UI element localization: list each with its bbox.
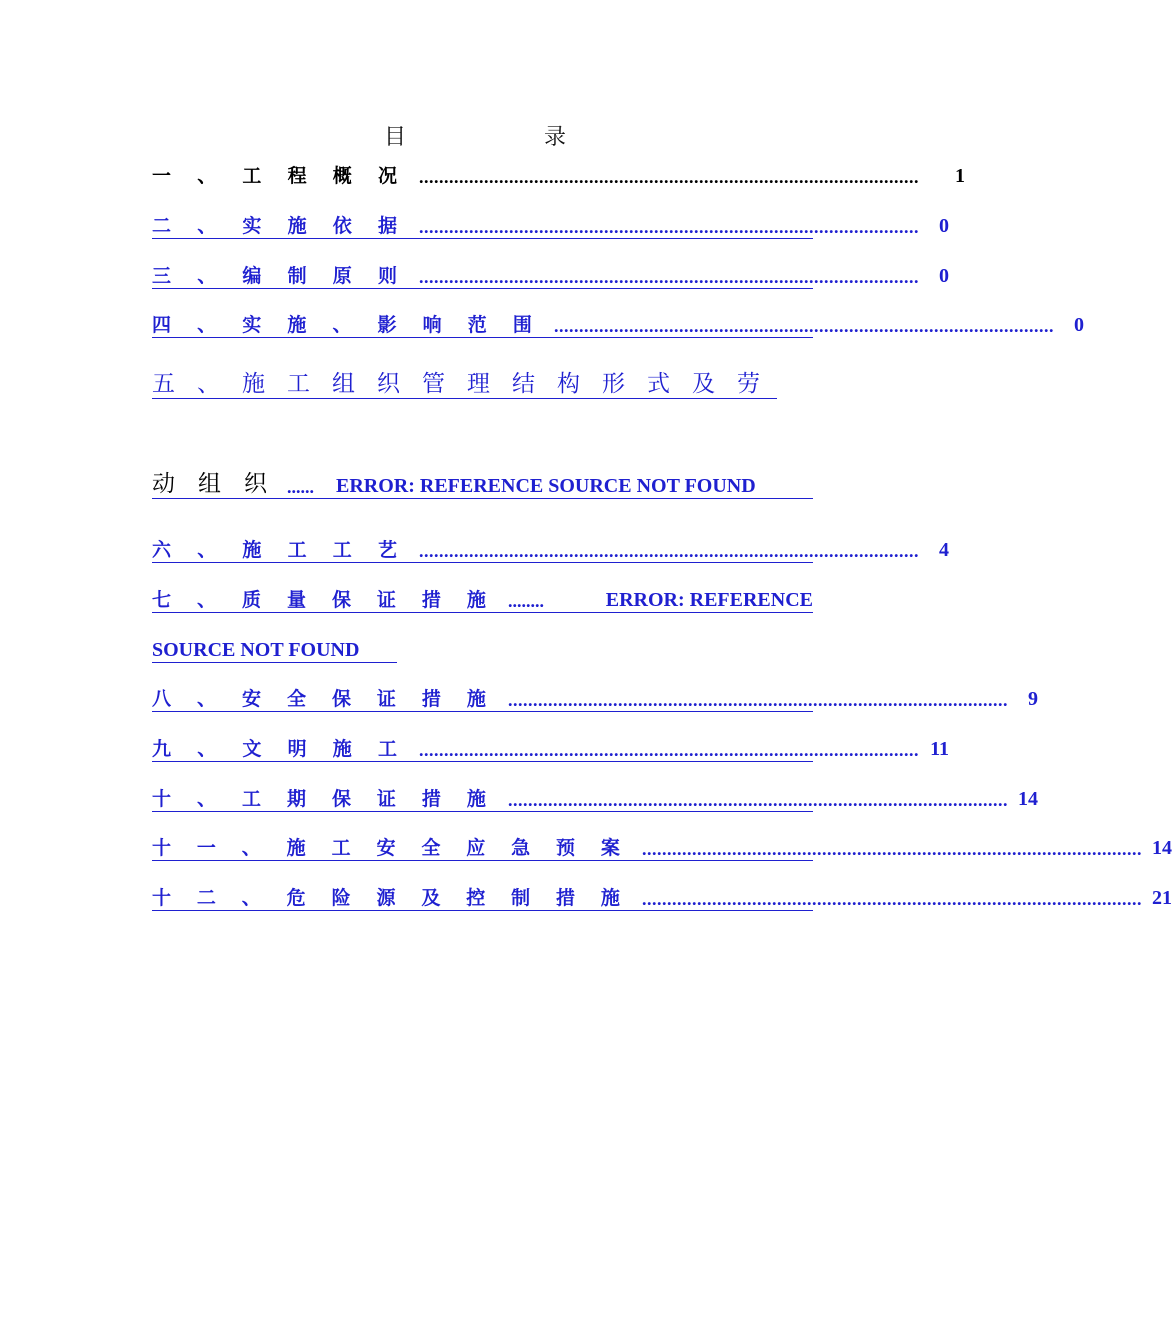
label-char: 施 xyxy=(287,215,307,237)
label-char: 、 xyxy=(241,837,261,859)
dot-leader: .................................................................................................... xyxy=(642,839,1142,859)
label-char: 措 xyxy=(421,688,441,710)
dot-leader: .................................................................................................... xyxy=(419,217,919,237)
label-char: 、 xyxy=(196,688,216,710)
label-char: 三 xyxy=(152,265,172,287)
dot-leader: ...... xyxy=(287,477,314,497)
label-char: 施 xyxy=(286,837,306,859)
label-char: 工 xyxy=(332,539,352,561)
dot-leader: .................................................................................................... xyxy=(508,690,1008,710)
toc-entry-12[interactable] xyxy=(152,878,1172,911)
label-char: 六 xyxy=(152,539,172,561)
dot-leader: .................................................................................................... xyxy=(419,740,919,760)
toc-entry-label xyxy=(152,365,760,398)
label-char: 、 xyxy=(197,371,220,397)
label-char: 一 xyxy=(152,165,172,187)
reference-error-continued: SOURCE NOT FOUND xyxy=(152,639,360,661)
label-char: 源 xyxy=(376,887,396,909)
label-char: 动 xyxy=(152,471,175,497)
label-char: 、 xyxy=(332,314,352,336)
label-char: 实 xyxy=(242,215,262,237)
toc-entry-7-continued[interactable] xyxy=(152,630,397,663)
label-char: 措 xyxy=(556,887,576,909)
toc-entry-4[interactable] xyxy=(152,305,1084,338)
label-char: 工 xyxy=(377,738,397,760)
dot-leader: .................................................................................................... xyxy=(642,889,1142,909)
label-char: 施 xyxy=(600,887,620,909)
label-char: 九 xyxy=(152,738,172,760)
label-char: 控 xyxy=(466,887,486,909)
toc-entry-7[interactable] xyxy=(152,580,813,613)
label-char: 工 xyxy=(287,371,310,397)
toc-entry-5[interactable] xyxy=(152,366,777,399)
label-char: 围 xyxy=(512,314,532,336)
label-char: 文 xyxy=(242,738,262,760)
label-char: 及 xyxy=(692,371,715,397)
label-char: 、 xyxy=(197,265,217,287)
label-char: 组 xyxy=(332,371,355,397)
label-char: 原 xyxy=(332,265,352,287)
label-char: 量 xyxy=(286,589,306,611)
label-char: 急 xyxy=(511,837,531,859)
page-number: 4 xyxy=(939,539,949,561)
label-char: 明 xyxy=(287,738,307,760)
toc-entry-label xyxy=(152,684,486,711)
label-char: 一 xyxy=(196,837,216,859)
label-char: 范 xyxy=(467,314,487,336)
label-char: 五 xyxy=(152,371,175,397)
label-char: 劳 xyxy=(737,371,760,397)
page-number: 0 xyxy=(1074,314,1084,336)
label-char: 制 xyxy=(511,887,531,909)
label-char: 艺 xyxy=(377,539,397,561)
toc-entry-label xyxy=(152,585,486,612)
reference-error: ERROR: REFERENCE xyxy=(605,589,813,611)
page-number: 21 xyxy=(1152,887,1172,909)
label-char: 依 xyxy=(332,215,352,237)
toc-entry-label xyxy=(152,261,397,288)
toc-entry-1[interactable] xyxy=(152,156,965,188)
label-char: 工 xyxy=(331,837,351,859)
page-number: 14 xyxy=(1152,837,1172,859)
label-char: 预 xyxy=(556,837,576,859)
dot-leader: .................................................................................................... xyxy=(419,541,919,561)
label-char: 十 xyxy=(152,887,172,909)
label-char: 安 xyxy=(241,688,261,710)
label-char: 、 xyxy=(196,788,216,810)
dot-leader: ........ xyxy=(508,591,544,611)
label-char: 工 xyxy=(241,788,261,810)
toc-entry-label-continued xyxy=(152,465,267,498)
dot-leader: .................................................................................................... xyxy=(508,790,1008,810)
label-char: 编 xyxy=(242,265,262,287)
label-char: 质 xyxy=(241,589,261,611)
toc-entry-label xyxy=(152,833,620,860)
label-char: 实 xyxy=(242,314,262,336)
toc-entry-label xyxy=(152,784,486,811)
label-char: 影 xyxy=(377,314,397,336)
page-number: 0 xyxy=(939,265,949,287)
label-char: 全 xyxy=(421,837,441,859)
label-char: 措 xyxy=(421,589,441,611)
label-char: 、 xyxy=(241,887,261,909)
label-char: 案 xyxy=(600,837,620,859)
toc-title: 目 录 xyxy=(383,125,624,150)
toc-entry-label xyxy=(152,161,397,188)
label-char: 、 xyxy=(197,215,217,237)
label-char: 八 xyxy=(152,688,172,710)
label-char: 二 xyxy=(196,887,216,909)
label-char: 措 xyxy=(421,788,441,810)
label-char: 证 xyxy=(376,788,396,810)
toc-entry-label xyxy=(152,535,397,562)
toc-entry-6[interactable] xyxy=(152,530,949,563)
label-char: 应 xyxy=(466,837,486,859)
label-char: 安 xyxy=(376,837,396,859)
dot-leader: .................................................................................................... xyxy=(554,316,1054,336)
label-char: 概 xyxy=(332,165,352,187)
toc-entry-label xyxy=(152,211,397,238)
label-char: 施 xyxy=(332,738,352,760)
page-number: 9 xyxy=(1028,688,1038,710)
page-number: 14 xyxy=(1018,788,1038,810)
label-char: 制 xyxy=(287,265,307,287)
label-char: 保 xyxy=(331,788,351,810)
label-char: 形 xyxy=(602,371,625,397)
label-char: 程 xyxy=(287,165,307,187)
label-char: 织 xyxy=(244,471,267,497)
label-char: 、 xyxy=(197,165,217,187)
dot-leader: .................................................................................................... xyxy=(419,267,919,287)
label-char: 施 xyxy=(466,589,486,611)
toc-entry-8[interactable] xyxy=(152,679,1038,712)
toc-entry-11[interactable] xyxy=(152,828,1172,861)
label-char: 构 xyxy=(557,371,580,397)
label-char: 保 xyxy=(331,688,351,710)
toc-entry-5-continued[interactable] xyxy=(152,466,813,499)
label-char: 响 xyxy=(422,314,442,336)
label-char: 险 xyxy=(331,887,351,909)
page-number: 0 xyxy=(939,215,949,237)
label-char: 结 xyxy=(512,371,535,397)
label-char: 十 xyxy=(152,837,172,859)
label-char: 组 xyxy=(198,471,221,497)
label-char: 危 xyxy=(286,887,306,909)
label-char: 、 xyxy=(197,738,217,760)
label-char: 保 xyxy=(331,589,351,611)
label-char: 施 xyxy=(242,371,265,397)
toc-entry-label xyxy=(152,310,532,337)
label-char: 施 xyxy=(287,314,307,336)
label-char: 据 xyxy=(377,215,397,237)
label-char: 证 xyxy=(376,688,396,710)
label-char: 二 xyxy=(152,215,172,237)
dot-leader: .................................................................................................... xyxy=(419,167,919,187)
toc-entry-2[interactable] xyxy=(152,206,949,239)
label-char: 、 xyxy=(197,539,217,561)
toc-entry-9[interactable] xyxy=(152,729,949,762)
label-char: 施 xyxy=(242,539,262,561)
label-char: 则 xyxy=(377,265,397,287)
label-char: 况 xyxy=(377,165,397,187)
toc-entry-3[interactable] xyxy=(152,256,949,289)
toc-entry-10[interactable] xyxy=(152,779,1038,812)
label-char: 施 xyxy=(466,688,486,710)
label-char: 期 xyxy=(286,788,306,810)
page-number: 11 xyxy=(930,738,949,760)
label-char: 证 xyxy=(376,589,396,611)
label-char: 、 xyxy=(196,589,216,611)
label-char: 织 xyxy=(377,371,400,397)
label-char: 七 xyxy=(152,589,172,611)
label-char: 工 xyxy=(242,165,262,187)
label-char: 四 xyxy=(152,314,172,336)
toc-entry-label xyxy=(152,734,397,761)
label-char: 十 xyxy=(152,788,172,810)
label-char: 及 xyxy=(421,887,441,909)
label-char: 工 xyxy=(287,539,307,561)
toc-entry-label xyxy=(152,883,620,910)
label-char: 管 xyxy=(422,371,445,397)
label-char: 理 xyxy=(467,371,490,397)
label-char: 施 xyxy=(466,788,486,810)
page-number: 1 xyxy=(955,165,965,187)
reference-error: ERROR: REFERENCE SOURCE NOT FOUND xyxy=(336,475,756,497)
label-char: 全 xyxy=(286,688,306,710)
label-char: 、 xyxy=(197,314,217,336)
label-char: 式 xyxy=(647,371,670,397)
